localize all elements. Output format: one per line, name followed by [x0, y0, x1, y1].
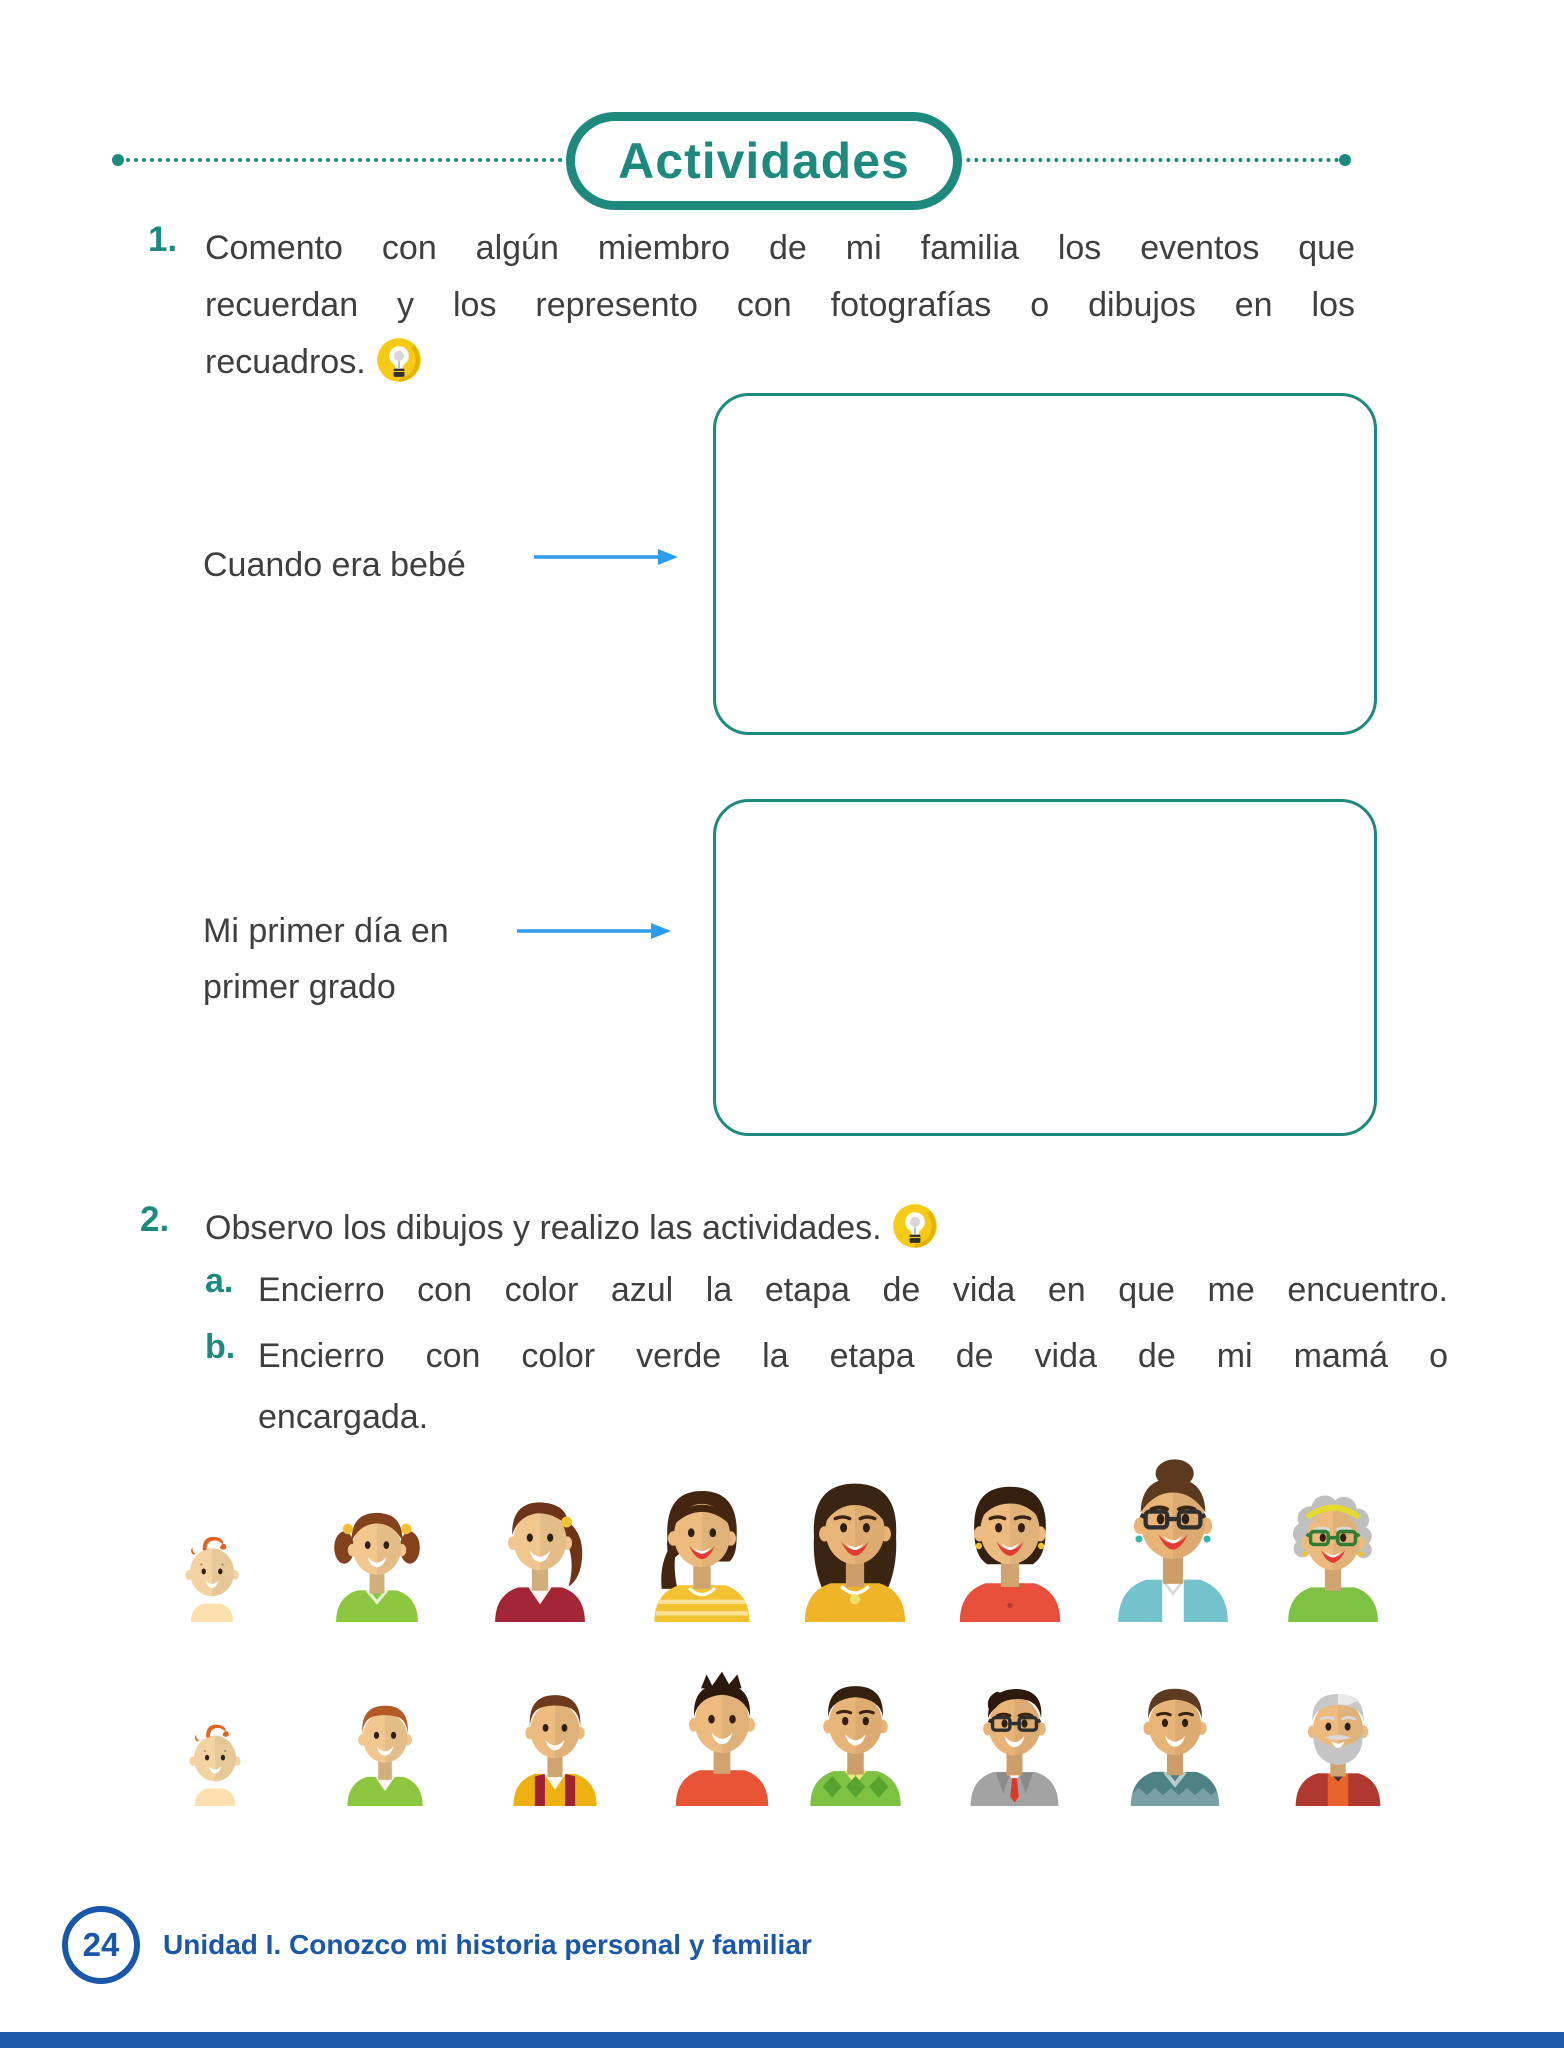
young-man[interactable] [787, 1669, 924, 1806]
label-mi-primer-dia-line1: Mi primer día en [203, 912, 449, 950]
baby-girl[interactable] [166, 1530, 258, 1622]
girl-ponytail[interactable] [472, 1486, 608, 1622]
bottom-color-bar [0, 2032, 1564, 2048]
item-a-line-1: Encierro con color azul la etapa de vida en que me encuentro. [258, 1271, 1448, 1309]
activity-1-line-2: recuerdan y los represento con fotografías o dibujos en los [205, 286, 1355, 324]
item-b-line-1: Encierro con color verde la etapa de vida de mi mamá o [258, 1337, 1448, 1375]
item-b-line-2: encargada. [258, 1398, 429, 1436]
activity-1-number: 1. [148, 220, 178, 259]
activity-2-title: Observo los dibujos y realizo las actividades. [205, 1209, 882, 1247]
item-b-letter: b. [205, 1328, 236, 1366]
young-woman[interactable] [779, 1470, 931, 1622]
activity-1-line-3-text: recuadros. [205, 343, 366, 381]
adult-woman[interactable] [934, 1470, 1086, 1622]
label-mi-primer-dia-line2: primer grado [203, 968, 396, 1006]
item-a-letter: a. [205, 1262, 234, 1300]
teen-girl[interactable] [630, 1478, 774, 1622]
mature-man[interactable] [1108, 1672, 1242, 1806]
elderly-man[interactable] [1274, 1678, 1402, 1806]
activity-1-line-1: Comento con algún miembro de mi familia los eventos que [205, 229, 1355, 267]
baby-boy[interactable] [171, 1718, 259, 1806]
adult-man[interactable] [948, 1673, 1081, 1806]
toddler-boy[interactable] [328, 1692, 442, 1806]
boy-student[interactable] [492, 1680, 618, 1806]
elderly-woman[interactable] [1265, 1486, 1401, 1622]
page-number-badge [62, 1906, 140, 1984]
activity-2-number: 2. [140, 1200, 170, 1239]
section-title: Actividades [618, 133, 910, 189]
mature-woman[interactable] [1090, 1456, 1256, 1622]
page-number: 24 [82, 1926, 120, 1963]
footer-unit-title: Unidad I. Conozco mi historia personal y familiar [163, 1929, 812, 1960]
girl-pigtails[interactable] [315, 1498, 439, 1622]
teen-boy[interactable] [652, 1666, 792, 1806]
label-cuando-era-bebe: Cuando era bebé [203, 546, 466, 584]
